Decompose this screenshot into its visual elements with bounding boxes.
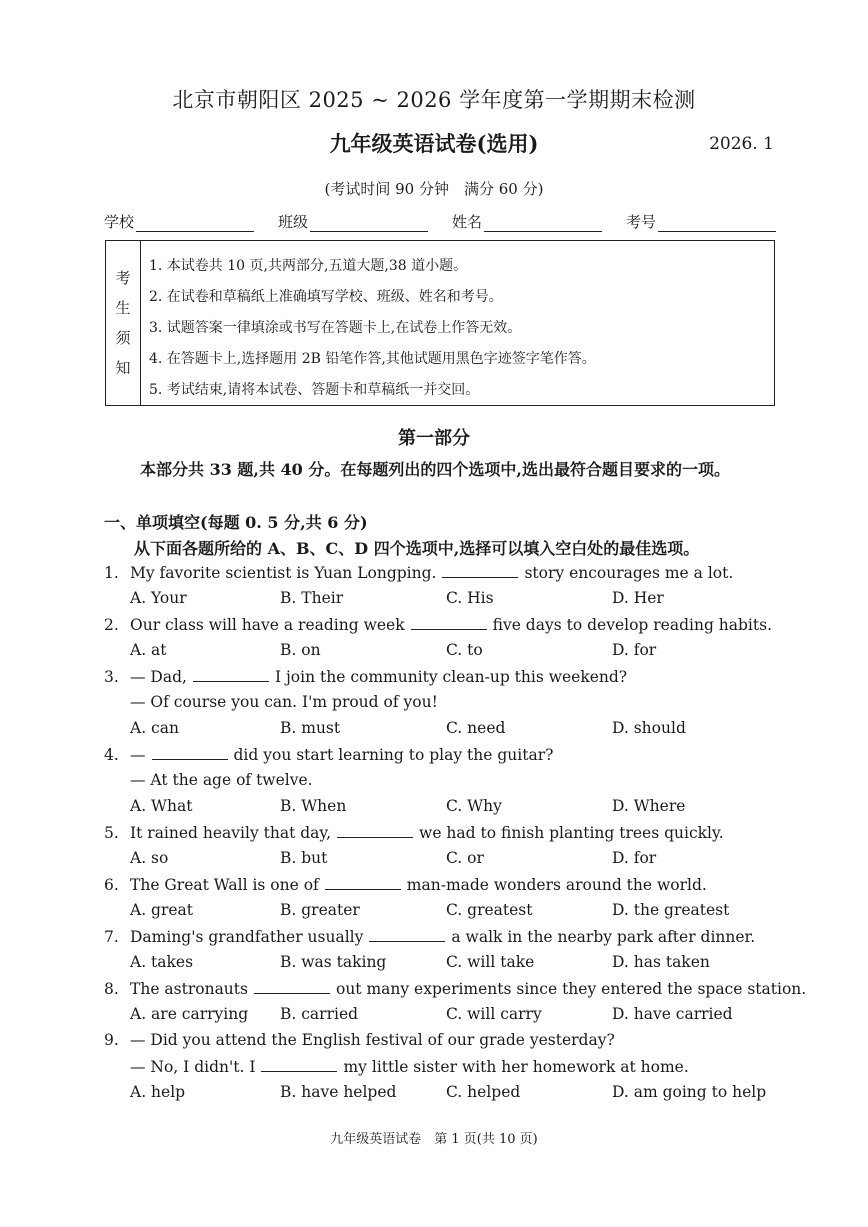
question-text: we had to finish planting trees quickly.: [419, 824, 724, 842]
answer-option[interactable]: D. for: [612, 641, 657, 659]
question-text: I join the community clean-up this weekend?: [274, 668, 628, 686]
answer-option[interactable]: B. carried: [280, 1005, 359, 1023]
answer-option[interactable]: A. What: [130, 797, 193, 815]
question-number: 8.: [104, 980, 119, 998]
part-title: 第一部分: [398, 428, 470, 449]
question-number: 5.: [104, 824, 119, 842]
question-text: Daming's grandfather usually: [130, 928, 364, 946]
question-text: story encourages me a lot.: [524, 564, 734, 582]
answer-option[interactable]: B. on: [280, 641, 321, 659]
question-text: — At the age of twelve.: [130, 771, 313, 789]
question-text: — Dad,: [130, 668, 187, 686]
answer-option[interactable]: C. will carry: [446, 1005, 542, 1023]
answer-option[interactable]: B. When: [280, 797, 347, 815]
answer-option[interactable]: C. Why: [446, 797, 502, 815]
notice-items: [141, 241, 596, 405]
question-number: 9.: [104, 1031, 119, 1049]
answer-option[interactable]: C. need: [446, 719, 506, 737]
question-number: 7.: [104, 928, 119, 946]
section-title: 一、单项填空(每题 0. 5 分,共 6 分): [104, 513, 368, 532]
answer-option[interactable]: D. have carried: [612, 1005, 733, 1023]
page-footer: 九年级英语试卷 第 1 页(共 10 页): [330, 1132, 538, 1147]
name-blank[interactable]: [484, 213, 602, 232]
notice-label: 考 生 须 知: [106, 241, 141, 405]
part-description: 本部分共 33 题,共 40 分。在每题列出的四个选项中,选出最符合题目要求的一项。: [140, 460, 730, 479]
answer-option[interactable]: C. greatest: [446, 901, 533, 919]
question-stem: [104, 823, 784, 842]
question-number: 6.: [104, 876, 119, 894]
student-info-row: [104, 211, 776, 232]
question-stem: [104, 1031, 784, 1049]
question-stem: [104, 563, 784, 582]
answer-option[interactable]: D. Her: [612, 589, 664, 607]
answer-option[interactable]: A. at: [130, 641, 167, 659]
notice-item: 3. 试题答案一律填涂或书写在答题卡上,在试卷上作答无效。: [149, 320, 522, 336]
answer-blank[interactable]: [193, 667, 269, 682]
question-stem: [104, 927, 784, 946]
question-line: [104, 1057, 784, 1076]
exam-duration: (考试时间 90 分钟 满分 60 分): [324, 180, 544, 198]
answer-option[interactable]: A. Your: [130, 589, 187, 607]
answer-option[interactable]: C. will take: [446, 953, 535, 971]
school-blank[interactable]: [136, 213, 254, 232]
answer-option[interactable]: D. Where: [612, 797, 686, 815]
question-line: [104, 693, 784, 711]
answer-option[interactable]: B. greater: [280, 901, 360, 919]
question-number: 4.: [104, 746, 119, 764]
answer-blank[interactable]: [337, 823, 413, 838]
answer-blank[interactable]: [442, 563, 518, 578]
question-stem: [104, 615, 784, 634]
answer-option[interactable]: C. to: [446, 641, 483, 659]
question-text: five days to develop reading habits.: [492, 616, 773, 634]
answer-option[interactable]: B. but: [280, 849, 328, 867]
question-stem: [104, 875, 784, 894]
question-text: my little sister with her homework at home.: [343, 1058, 689, 1076]
question-text: man-made wonders around the world.: [406, 876, 707, 894]
answer-option[interactable]: C. His: [446, 589, 494, 607]
class-blank[interactable]: [310, 213, 428, 232]
question-text: — No, I didn't. I: [130, 1058, 256, 1076]
question-text: The Great Wall is one of: [130, 876, 319, 894]
exam-date: 2026. 1: [709, 134, 774, 154]
question-text: It rained heavily that day,: [130, 824, 332, 842]
answer-option[interactable]: C. helped: [446, 1083, 521, 1101]
name-field: 姓名: [452, 211, 602, 232]
question-line: [104, 771, 784, 789]
answer-option[interactable]: A. are carrying: [130, 1005, 249, 1023]
school-field: 学校: [104, 211, 254, 232]
question-number: 3.: [104, 668, 119, 686]
answer-option[interactable]: B. have helped: [280, 1083, 397, 1101]
answer-option[interactable]: B. must: [280, 719, 341, 737]
answer-option[interactable]: D. am going to help: [612, 1083, 767, 1101]
answer-option[interactable]: D. for: [612, 849, 657, 867]
answer-blank[interactable]: [369, 927, 445, 942]
question-number: 2.: [104, 616, 119, 634]
question-text: — Of course you can. I'm proud of you!: [130, 693, 438, 711]
answer-option[interactable]: D. the greatest: [612, 901, 730, 919]
notice-box: [105, 240, 775, 406]
question-text: My favorite scientist is Yuan Longping.: [130, 564, 437, 582]
question-text: —: [130, 746, 146, 764]
exam-subject-title: 九年级英语试卷(选用): [329, 131, 539, 156]
notice-item: 4. 在答题卡上,选择题用 2B 铅笔作答,其他试题用黑色字迹签字笔作答。: [149, 351, 596, 367]
notice-item: 2. 在试卷和草稿纸上准确填写学校、班级、姓名和考号。: [149, 289, 503, 305]
question-text: The astronauts: [130, 980, 248, 998]
question-text: a walk in the nearby park after dinner.: [451, 928, 756, 946]
answer-option[interactable]: A. great: [130, 901, 194, 919]
answer-blank[interactable]: [254, 979, 330, 994]
answer-blank[interactable]: [325, 875, 401, 890]
question-text: out many experiments since they entered the space station.: [335, 980, 807, 998]
notice-item: 1. 本试卷共 10 页,共两部分,五道大题,38 道小题。: [149, 258, 468, 274]
answer-option[interactable]: B. was taking: [280, 953, 387, 971]
question-text: — Did you attend the English festival of our grade yesterday?: [130, 1031, 615, 1049]
question-text: did you start learning to play the guitar?: [233, 746, 554, 764]
question-text: Our class will have a reading week: [130, 616, 405, 634]
answer-option[interactable]: A. can: [130, 719, 179, 737]
question-stem: [104, 745, 784, 764]
question-number: 1.: [104, 564, 119, 582]
answer-option[interactable]: D. should: [612, 719, 686, 737]
answer-option[interactable]: C. or: [446, 849, 484, 867]
notice-item: 5. 考试结束,请将本试卷、答题卡和草稿纸一并交回。: [149, 382, 480, 398]
answer-option[interactable]: D. has taken: [612, 953, 710, 971]
class-field: 班级: [278, 211, 428, 232]
answer-option[interactable]: B. Their: [280, 589, 344, 607]
exam-number-field: 考号: [626, 211, 776, 232]
answer-option[interactable]: A. takes: [130, 953, 194, 971]
answer-blank[interactable]: [411, 615, 487, 630]
question-stem: [104, 667, 784, 686]
answer-option[interactable]: A. help: [130, 1083, 186, 1101]
answer-blank[interactable]: [152, 745, 228, 760]
answer-option[interactable]: A. so: [130, 849, 169, 867]
section-instruction: 从下面各题所给的 A、B、C、D 四个选项中,选择可以填入空白处的最佳选项。: [134, 539, 700, 558]
exam-number-blank[interactable]: [658, 213, 776, 232]
question-stem: [104, 979, 807, 998]
exam-title: 北京市朝阳区 2025 ~ 2026 学年度第一学期期末检测: [172, 88, 696, 112]
answer-blank[interactable]: [261, 1057, 337, 1072]
